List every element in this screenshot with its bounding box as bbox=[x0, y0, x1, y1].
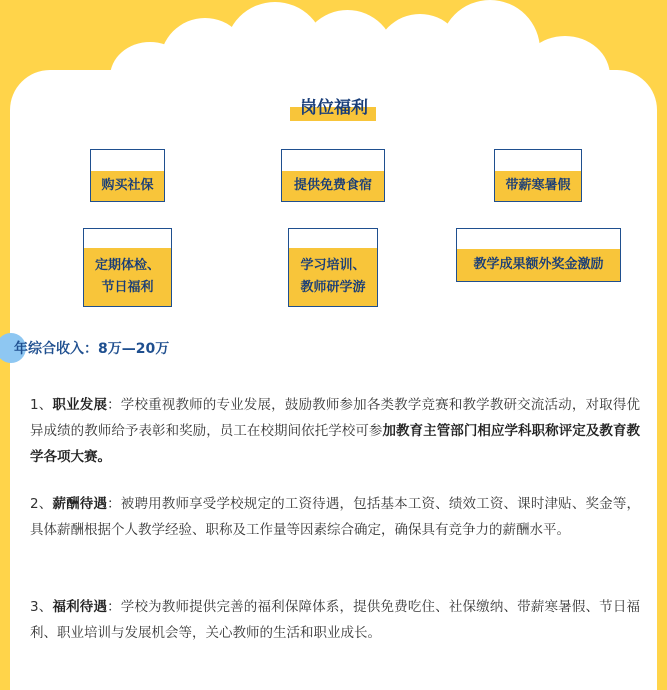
paragraph-number: 3、 bbox=[30, 599, 53, 615]
benefit-label: 教学成果额外奖金激励 bbox=[473, 257, 604, 272]
benefit-health-check-holidays bbox=[83, 228, 172, 307]
benefit-label: 带薪寒暑假 bbox=[505, 178, 571, 193]
benefit-free-room-board bbox=[281, 149, 385, 202]
benefit-training-study-tour bbox=[288, 228, 378, 307]
annual-income bbox=[14, 338, 169, 358]
benefit-label: 购买社保 bbox=[101, 178, 154, 193]
benefit-teaching-bonus bbox=[456, 228, 621, 282]
section-title-text: 岗位福利 bbox=[300, 98, 368, 118]
benefit-social-insurance bbox=[90, 149, 165, 202]
paragraph-welfare bbox=[30, 594, 640, 646]
income-value: 8万—20万 bbox=[98, 341, 170, 357]
paragraph-heading: 福利待遇 bbox=[52, 599, 108, 615]
paragraph-heading: 职业发展 bbox=[52, 397, 108, 413]
section-title bbox=[290, 95, 378, 123]
paragraph-separator: ： bbox=[107, 496, 121, 512]
benefit-label-line1: 学习培训、 bbox=[300, 258, 366, 273]
paragraph-separator: ： bbox=[107, 397, 121, 413]
paragraph-heading: 薪酬待遇 bbox=[52, 496, 108, 512]
paragraph-text: 被聘用教师享受学校规定的工资待遇，包括基本工资、绩效工资、课时津贴、奖金等，具体薪酬根据个人教学经验、职称及工作量等因素综合确定，确保具有竞争力的薪酬水平。 bbox=[30, 496, 641, 538]
paragraph-salary bbox=[30, 491, 640, 543]
paragraph-text: 学校为教师提供完善的福利保障体系，提供免费吃住、社保缴纳、带薪寒暑假、节日福利、职业培训与发展机会等，关心教师的生活和职业成长。 bbox=[30, 599, 641, 641]
benefit-label-line2: 节日福利 bbox=[101, 280, 154, 295]
benefit-paid-vacation bbox=[494, 149, 582, 202]
paragraph-text: 学校重视教师的专业发展，鼓励教师参加各类教学竞赛和教学教研交流活动，对取得优异成绩的教师给予表彰和奖励，员工在校期间依托学校可参 bbox=[30, 397, 641, 439]
benefit-label-line1: 定期体检、 bbox=[94, 258, 160, 273]
paragraph-number: 1、 bbox=[30, 397, 53, 413]
paragraph-career-development bbox=[30, 392, 640, 470]
paragraph-bold-text: 加教育主管部门相应学科职称评定及教育教学各项大赛。 bbox=[30, 423, 641, 465]
benefit-label: 提供免费食宿 bbox=[293, 178, 372, 193]
benefit-label-line2: 教师研学游 bbox=[300, 280, 366, 295]
paragraph-number: 2、 bbox=[30, 496, 53, 512]
paragraph-separator: ： bbox=[107, 599, 121, 615]
income-label: 年综合收入： bbox=[14, 341, 98, 357]
